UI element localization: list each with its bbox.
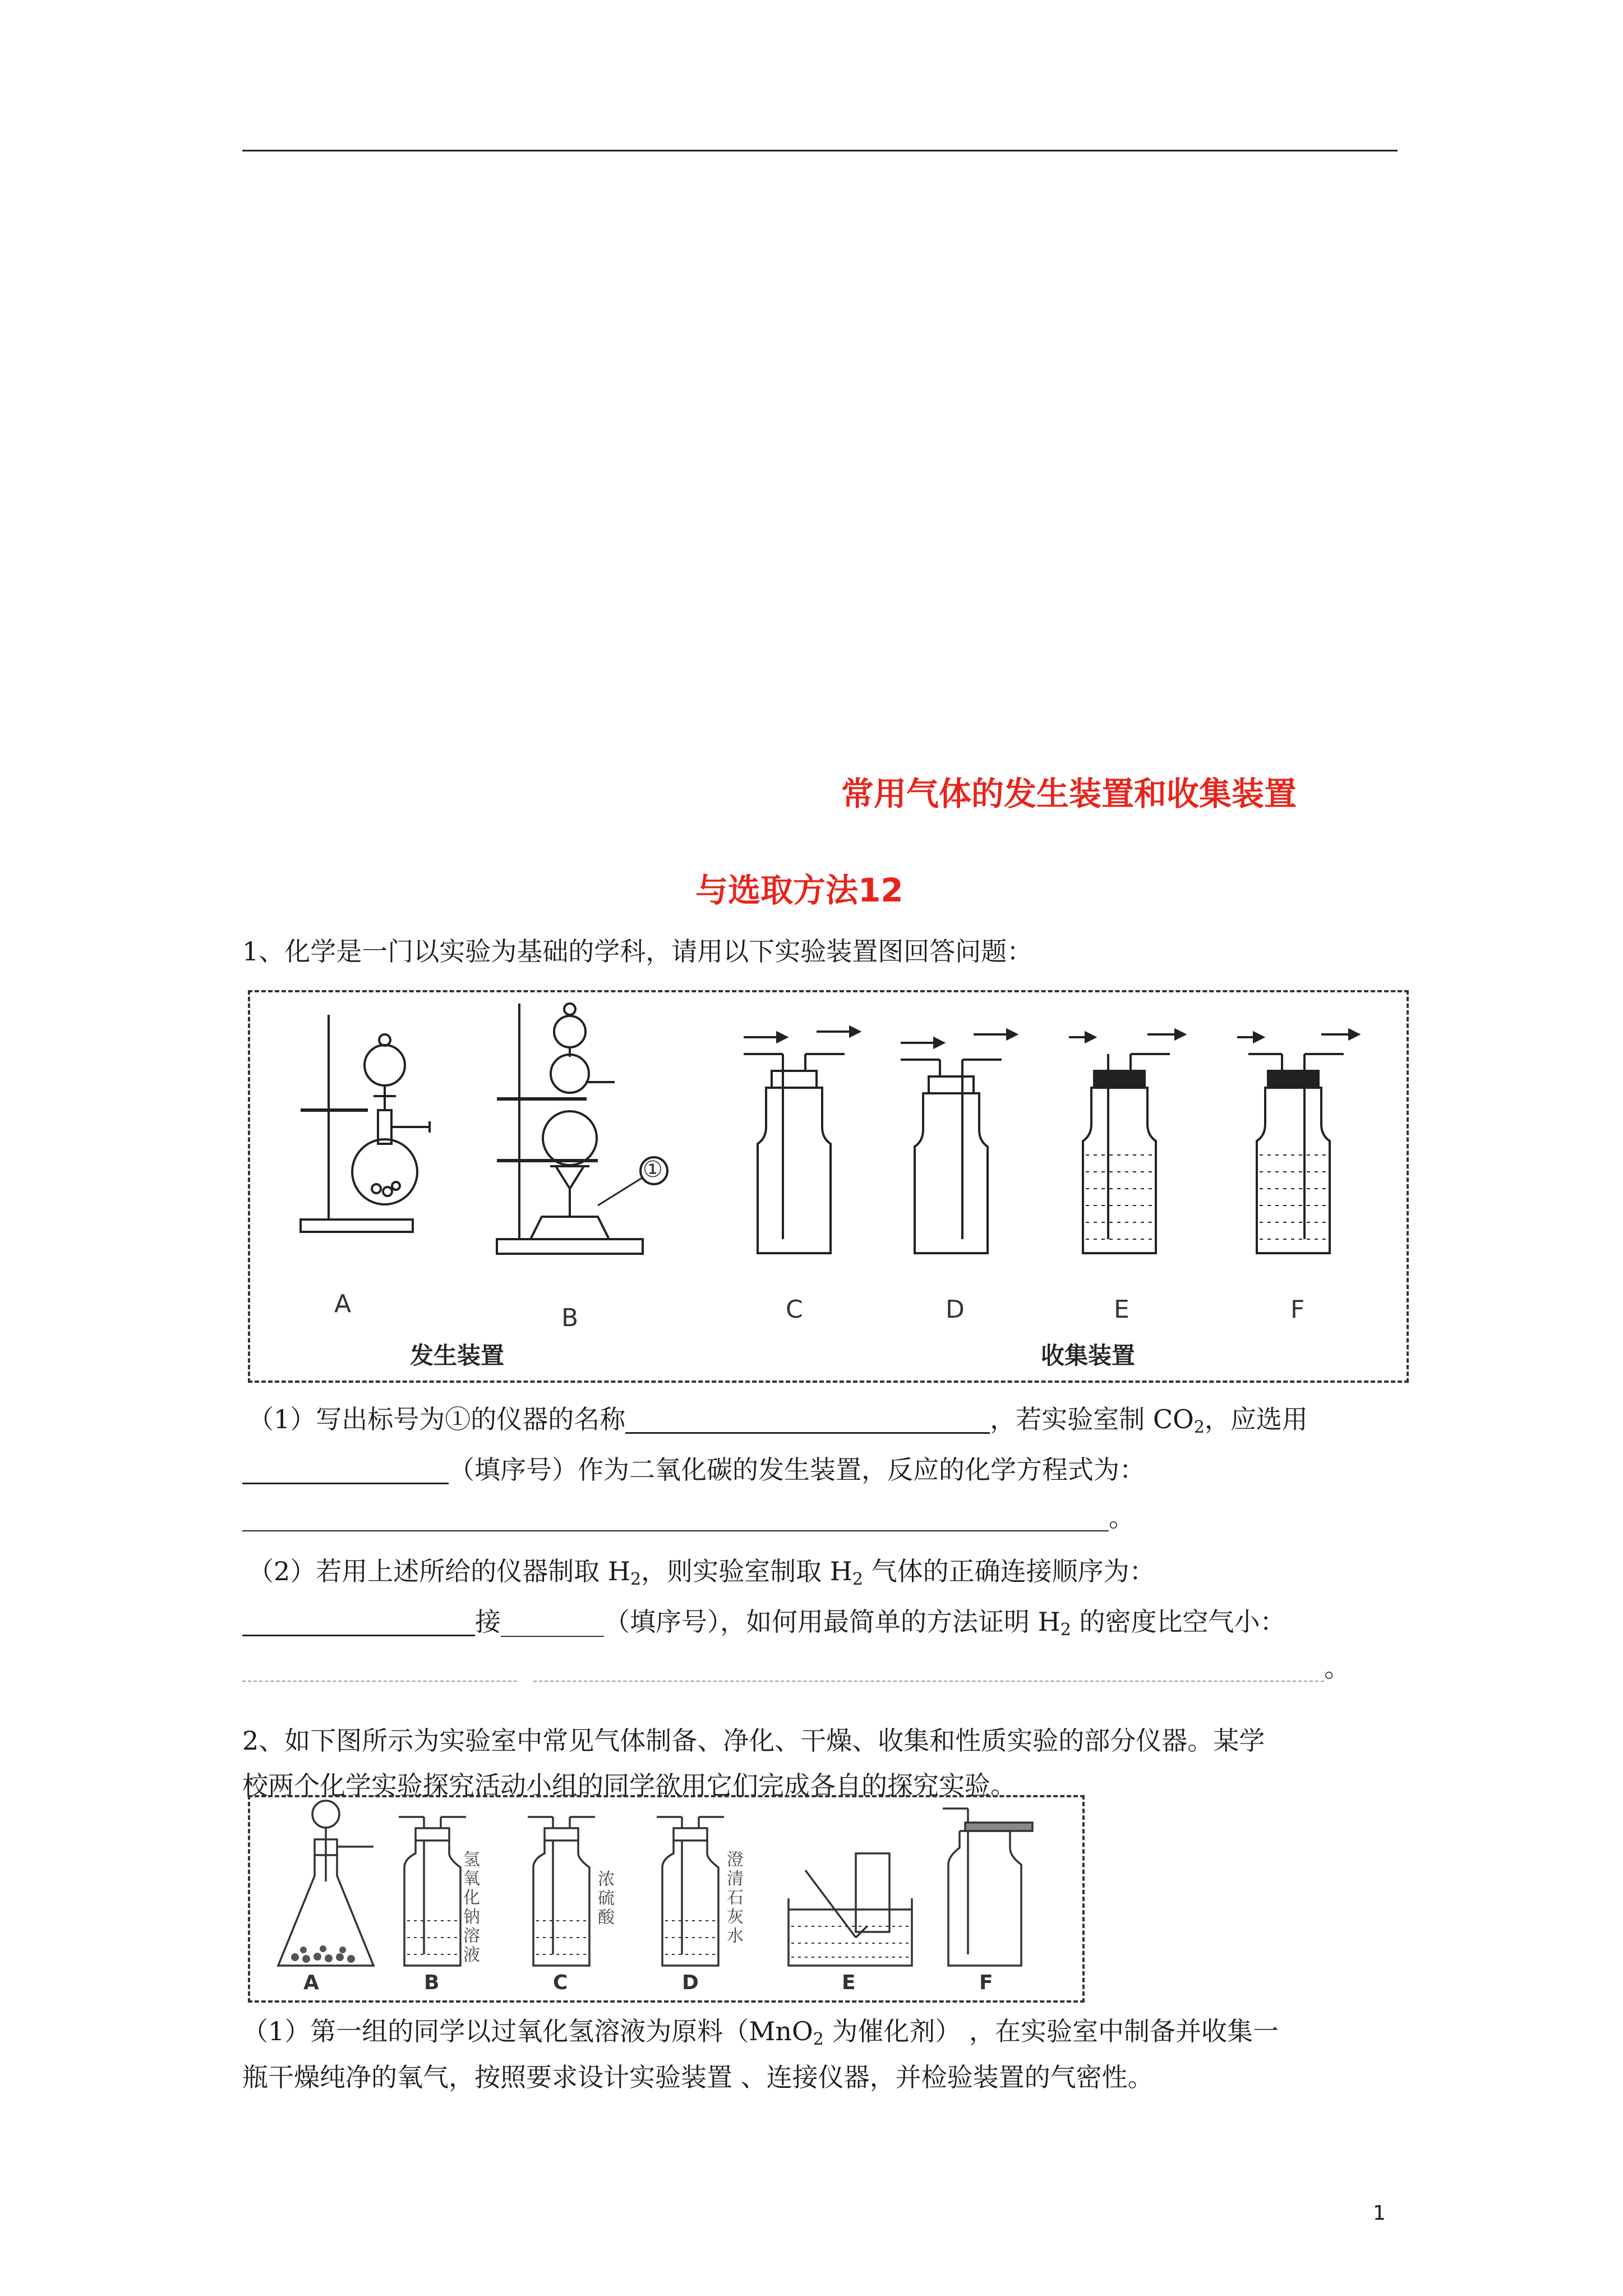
h2-subscript-2: 2 [852,1570,863,1589]
mno2-subscript: 2 [813,2030,824,2049]
q2-label-a: A [303,1971,319,1994]
q2-label-e: E [842,1971,856,1994]
apparatus-b [497,1004,667,1254]
q2-part1-text-b: 为催化剂） ，在实验室中制备并收集一 [823,2016,1279,2046]
q2-apparatus-c [528,1817,595,1966]
q2-apparatus-f [943,1809,1032,1966]
bottle-e [1069,1030,1184,1253]
q2-label-c: C [553,1971,568,1994]
q2-apparatus-drawing [250,1797,1087,2005]
q2-part1-line2: 瓶干燥纯净的氧气，按照要求设计实验装置 、连接仪器，并检验装置的气密性。 [242,2062,1154,2092]
q1-figure [248,990,1409,1383]
q1-part2-text-a: （2）若用上述所给的仪器制取 H [248,1556,631,1586]
label-c: C [786,1295,803,1324]
q1-part1-end: 。 [1109,1502,1135,1533]
q1-part2-line1 [248,1558,1155,1588]
label-d: D [946,1295,965,1324]
q2-label-b: B [424,1971,440,1994]
reagent-label-c: 浓硫酸 [598,1870,615,1927]
title-line-2: 与选取方法12 [695,871,903,909]
q2-intro-line2: 校两个化学实验探究活动小组的同学欲用它们完成各自的探究实验。 [242,1770,1016,1801]
q1-part1-text-b: ，若实验室制 CO [990,1404,1194,1434]
label-b: B [561,1304,579,1332]
reagent-label-b: 氢氧化钠溶液 [463,1850,480,1965]
apparatus-a [301,1015,430,1232]
q1-part1-line3 [242,1504,1135,1531]
label-e: E [1114,1295,1129,1324]
reagent-label-d: 澄清石灰水 [727,1850,744,1946]
header-rule [242,150,1398,151]
co2-subscript: 2 [1193,1418,1205,1437]
q1-part2-line3 [242,1655,1350,1682]
q1-part2-text-e: ________（填序号），如何用最简单的方法证明 H [501,1607,1061,1637]
q2-apparatus-e [789,1853,912,1966]
blank-generator-choice[interactable] [242,1457,449,1484]
h2-subscript-1: 2 [630,1570,642,1589]
q1-part1-text-d2: 号）作为二氧化碳的发生装置，反应的化学方程式为： [526,1455,1145,1485]
q2-figure [248,1795,1085,2003]
q1-part2-text-f: 的密度比空气小： [1071,1607,1286,1637]
title-line-1: 常用气体的发生装置和收集装置 [841,775,1297,813]
q1-apparatus-drawing [250,992,1411,1385]
q1-part1-text-d: （填序 [449,1455,526,1485]
h2-subscript-3: 2 [1060,1620,1071,1640]
q1-intro: 1、化学是一门以实验为基础的学科，请用以下实验装置图回答问题： [242,936,1033,967]
blank-method-1[interactable] [242,1655,517,1682]
q2-part1-line1 [242,2018,1279,2048]
q2-apparatus-d [657,1817,724,1966]
group-generate-label: 发生装置 [410,1342,505,1369]
label-f: F [1290,1295,1305,1324]
q1-part2-end: 。 [1324,1653,1350,1683]
bottle-f [1237,1030,1358,1253]
bottle-c [744,1027,859,1253]
page-number: 1 [1373,2202,1386,2225]
q2-intro-line1: 2、如下图所示为实验室中常见气体制备、净化、干燥、收集和性质实验的部分仪器。某学 [242,1726,1265,1756]
q1-part1-line1 [248,1406,1308,1436]
q2-label-d: D [682,1971,699,1994]
q2-apparatus-b [399,1817,466,1966]
q2-label-f: F [979,1971,993,1994]
q2-part1-text-a: （1）第一组的同学以过氧化氢溶液为原料（MnO [242,2016,813,2046]
q1-part1-text-a: （1）写出标号为①的仪器的名称 [248,1404,626,1434]
q1-part2-line2 [242,1609,1285,1639]
marker-1: ① [643,1157,663,1182]
blank-method-2[interactable] [533,1655,1324,1682]
q1-part2-text-d: 接 [475,1607,501,1637]
blank-equation[interactable] [242,1504,1109,1531]
blank-connect-first[interactable] [242,1609,475,1636]
q1-part1-line2 [242,1457,1145,1484]
q1-part2-text-c: 气体的正确连接顺序为： [863,1556,1155,1586]
bottle-d [901,1030,1016,1253]
blank-instrument-name[interactable] [625,1406,990,1434]
q2-apparatus-a [278,1801,374,1966]
group-collect-label: 收集装置 [1041,1342,1136,1369]
label-a: A [334,1290,352,1318]
q1-part2-text-b: ，则实验室制取 H [641,1556,852,1586]
q1-part1-text-c: ，应选用 [1204,1404,1308,1434]
